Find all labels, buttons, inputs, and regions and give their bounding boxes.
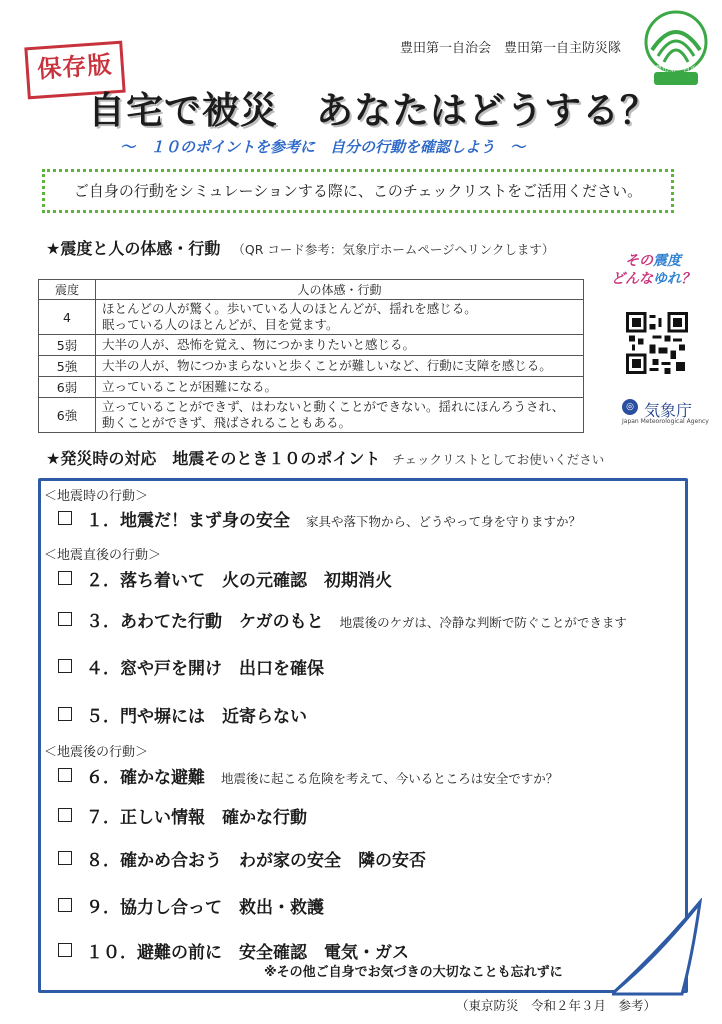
table-row [39, 377, 584, 398]
checklist-item-5[interactable] [58, 702, 307, 727]
section-title: ★発災時の対応 地震そのとき１０のポイント [46, 449, 381, 468]
intensity-level: 6強 [39, 398, 96, 433]
checklist-note: チェックリストとしてお使いください [392, 452, 605, 467]
intensity-description: 立っていることが困難になる。 [96, 377, 584, 398]
intensity-level: 4 [39, 300, 96, 335]
callout-text: ゆれ [653, 271, 681, 287]
intensity-description [96, 398, 584, 433]
checklist-item-4[interactable] [58, 654, 324, 679]
callout-text: ？ [681, 271, 695, 287]
callout-text: その [625, 253, 653, 269]
checkbox[interactable] [58, 943, 72, 957]
table-row [39, 335, 584, 356]
checklist-item-8[interactable] [58, 846, 426, 871]
item-label: ２．落ち着いて 火の元確認 初期消火 [86, 571, 392, 591]
item-hint: 家具や落下物から、どうやって身を守りますか？ [306, 514, 582, 529]
intensity-description [96, 300, 584, 335]
group-label: ＜地震時の行動＞ [44, 489, 149, 504]
item-label: ８．確かめ合おう わが家の安全 隣の安否 [86, 851, 426, 871]
checklist-item-1[interactable] [58, 506, 581, 531]
item-label: １０．避難の前に 安全確認 電気・ガス [86, 943, 409, 963]
preservation-stamp: 保存版 [24, 41, 125, 100]
page-curl-decoration [612, 898, 702, 998]
logo-text: 豊田第一自治会 [655, 65, 704, 73]
checklist-item-7[interactable] [58, 803, 307, 828]
item-label: １．地震だ！まず身の安全 [86, 511, 290, 531]
callout-text: どんな [611, 271, 653, 287]
checkbox[interactable] [58, 659, 72, 673]
checklist-item-3[interactable] [58, 607, 627, 632]
page-subtitle: ～ １０のポイントを参考に 自分の行動を確認しよう ～ [120, 138, 526, 156]
section-title: ★震度と人の体感・行動 [46, 239, 221, 258]
description-line: 立っていることができず、はわないと動くことができない。揺れにほんろうされ、 [102, 399, 565, 414]
intensity-level: 6弱 [39, 377, 96, 398]
callout-text: 震度 [653, 253, 681, 269]
checkbox[interactable] [58, 808, 72, 822]
intensity-description: 大半の人が、恐怖を覚え、物につかまりたいと感じる。 [96, 335, 584, 356]
item-label: ３．あわてた行動 ケガのもと [86, 612, 324, 632]
jma-english-name: Japan Meteorological Agency [622, 418, 709, 425]
group-label: ＜地震直後の行動＞ [44, 548, 162, 563]
item-hint: 地震後に起こる危険を考えて、今いるところは安全ですか？ [221, 771, 559, 786]
group-label: ＜地震後の行動＞ [44, 745, 149, 760]
source-citation: （東京防災 令和２年３月 参考） [456, 998, 657, 1013]
association-logo [640, 8, 712, 88]
checkbox[interactable] [58, 768, 72, 782]
page-title: 自宅で被災 あなたはどうする？ [88, 89, 658, 132]
item-label: ４．窓や戸を開け 出口を確保 [86, 659, 324, 679]
organization-names: 豊田第一自治会 豊田第一自主防災隊 [400, 41, 622, 56]
callout-line-1 [598, 252, 708, 270]
intensity-table [38, 279, 584, 433]
item-label: ７．正しい情報 確かな行動 [86, 808, 307, 828]
table-row [39, 356, 584, 377]
intensity-description: 大半の人が、物につかまらないと歩くことが難しいなど、行動に支障を感じる。 [96, 356, 584, 377]
intensity-level: 5強 [39, 356, 96, 377]
description-line: 眠っている人のほとんどが、目を覚ます。 [102, 317, 339, 332]
checkbox[interactable] [58, 511, 72, 525]
header-intensity: 震度 [39, 280, 96, 300]
checklist-item-6[interactable] [58, 763, 558, 788]
checklist-footnote: ※その他ご自身でお気づきの大切なことも忘れずに [264, 965, 563, 980]
item-label: ５．門や塀には 近寄らない [86, 707, 307, 727]
checkbox[interactable] [58, 851, 72, 865]
checkbox[interactable] [58, 612, 72, 626]
qr-note: （QR コード参考：気象庁ホームページへリンクします） [232, 242, 555, 257]
table-row [39, 300, 584, 335]
intensity-level: 5弱 [39, 335, 96, 356]
intensity-section-heading [46, 236, 554, 259]
checklist-item-2[interactable] [58, 566, 392, 591]
description-line: ほとんどの人が驚く。歩いている人のほとんどが、揺れを感じる。 [102, 301, 477, 316]
table-row [39, 398, 584, 433]
checklist-item-9[interactable] [58, 893, 324, 918]
jma-logo-icon: ◎ [622, 399, 638, 415]
qr-code-icon[interactable] [626, 312, 688, 374]
checklist-item-10[interactable] [58, 938, 409, 963]
table-header-row [39, 280, 584, 300]
item-label: ６．確かな避難 [86, 768, 205, 788]
checklist-section-heading [46, 446, 604, 469]
shaking-callout [598, 252, 708, 288]
jma-name: 気象庁 [644, 401, 693, 420]
description-line: 動くことができず、飛ばされることもある。 [102, 415, 352, 430]
usage-note: ご自身の行動をシミュレーションする際に、このチェックリストをご活用ください。 [42, 169, 674, 213]
item-hint: 地震後のケガは、冷静な判断で防ぐことができます [339, 615, 627, 630]
header-experience: 人の体感・行動 [96, 280, 584, 300]
item-label: ９．協力し合って 救出・救護 [86, 898, 324, 918]
checkbox[interactable] [58, 707, 72, 721]
checkbox[interactable] [58, 898, 72, 912]
callout-line-2 [598, 270, 708, 288]
checkbox[interactable] [58, 571, 72, 585]
